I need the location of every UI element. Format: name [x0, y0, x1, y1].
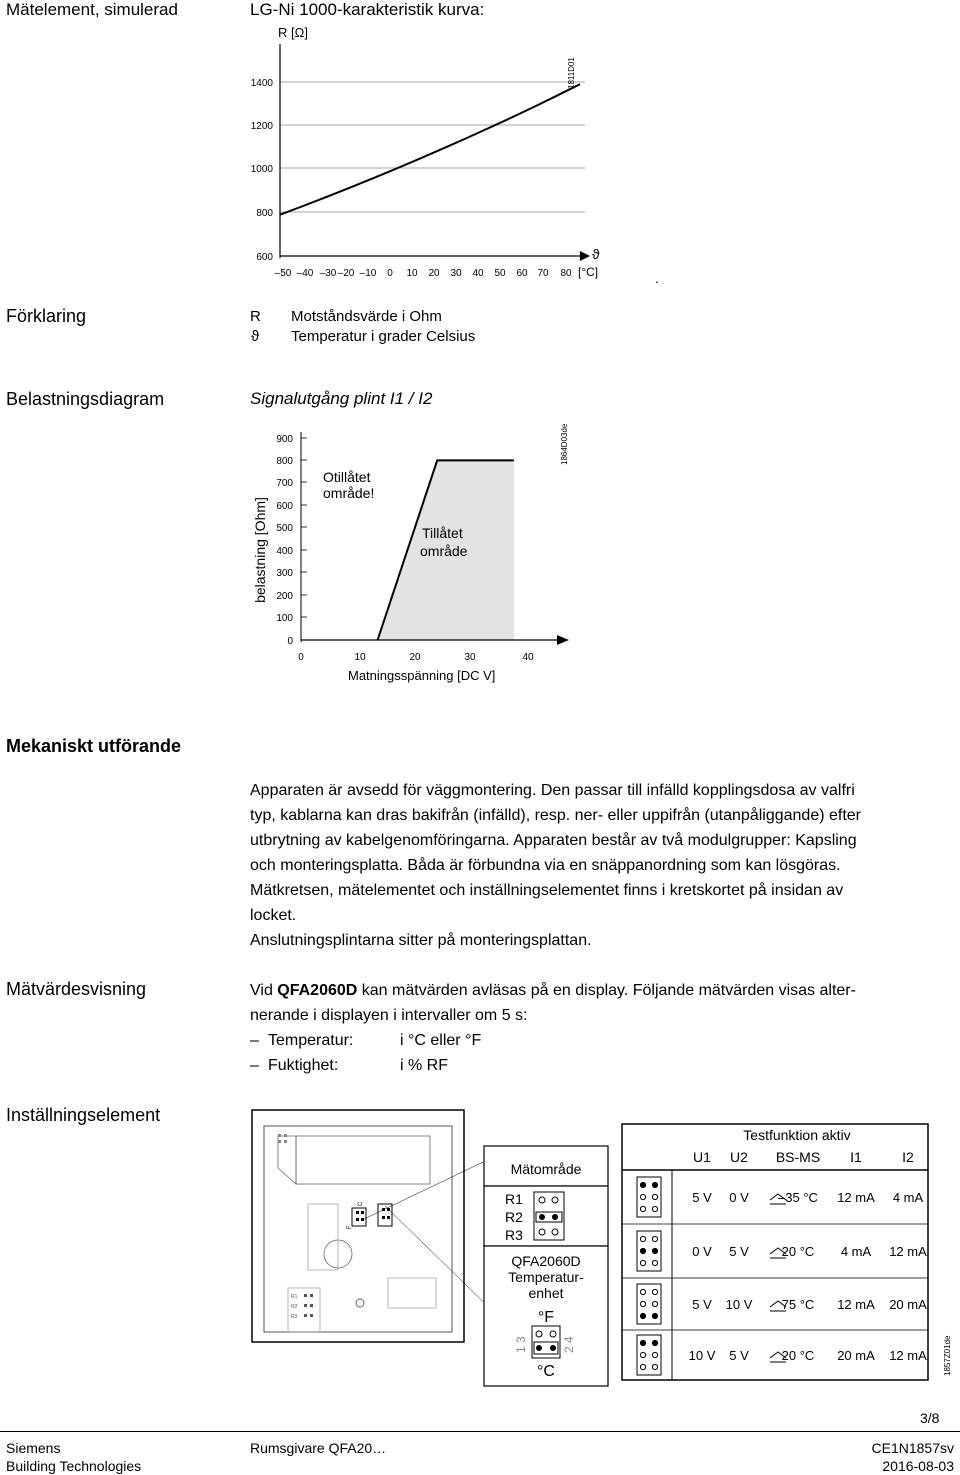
curve-x-tick: 60	[516, 268, 528, 279]
curve-x-tick: 10	[406, 268, 418, 279]
list-item: – Fuktighet: i % RF	[250, 1057, 448, 1074]
curve-x-tick: 20	[428, 268, 440, 279]
curve-title: LG-Ni 1000-karakteristik kurva:	[250, 0, 485, 19]
legend-sym-r: R	[250, 308, 261, 325]
load-x-tick: 30	[464, 652, 476, 663]
test-table-cell: 0 V	[729, 1190, 749, 1205]
x-axis-arrow-icon	[580, 251, 590, 261]
svg-text:Temperatur-: Temperatur-	[508, 1269, 584, 1285]
curve-x-tick: –20	[337, 268, 355, 279]
svg-text:QFA2060D: QFA2060D	[511, 1253, 581, 1269]
allowed-label-2: område	[420, 543, 468, 559]
load-y-label: belastning [Ohm]	[252, 497, 268, 603]
test-table-cell: 4 mA	[892, 1190, 924, 1205]
svg-text:I2: I2	[902, 1149, 914, 1165]
load-section-label: Belastningsdiagram	[6, 389, 165, 409]
curve-y-label: R [Ω]	[278, 25, 308, 40]
svg-text:R3: R3	[505, 1227, 523, 1243]
mech-line: Apparaten är avsedd för väggmontering. Den passar till infälld kopplingsdosa av valfri	[250, 782, 855, 799]
test-table-cell: 12 mA	[837, 1297, 875, 1312]
forbidden-label-2: område!	[323, 485, 375, 501]
footer-company: Siemens	[6, 1440, 61, 1456]
jumper-icon	[637, 1177, 661, 1217]
test-table-cell: 20 mA	[889, 1297, 927, 1312]
svg-text:I1: I1	[850, 1149, 862, 1165]
curve-x-tick: –10	[359, 268, 377, 279]
unit-c-label: °C	[537, 1363, 555, 1380]
curve-x-tick: –40	[296, 268, 314, 279]
settings-section-label: Inställningselement	[6, 1105, 161, 1125]
curve-x-ticks	[275, 268, 572, 279]
svg-text:R2: R2	[291, 1304, 298, 1310]
mech-line: locket.	[250, 907, 297, 924]
load-diagram	[245, 420, 585, 690]
svg-text:2 4: 2 4	[562, 1336, 576, 1353]
load-x-label: Matningsspänning [DC V]	[348, 668, 496, 683]
curve-x-unit: [°C]	[578, 265, 599, 279]
footer-division: Building Technologies	[6, 1458, 142, 1474]
footer-doc-id: CE1N1857sv	[871, 1440, 954, 1456]
load-y-tick: 800	[276, 456, 293, 467]
list-item: – Temperatur: i °C eller °F	[250, 1032, 482, 1049]
test-table-cell: 0 V	[692, 1244, 712, 1259]
test-table-cell: 20 °C	[781, 1244, 815, 1259]
load-title: Signalutgång plint I1 / I2	[250, 389, 433, 408]
load-y-tick: 300	[276, 568, 293, 579]
svg-text:R1: R1	[291, 1294, 298, 1300]
load-y-tick: 200	[276, 591, 293, 602]
curve-y-tick: 800	[256, 208, 273, 219]
mech-line: Anslutningsplintarna sitter på monteringsplattan.	[250, 932, 592, 949]
load-y-tick: 0	[287, 636, 293, 647]
legend-text-r: Motståndsvärde i Ohm	[291, 308, 442, 325]
svg-text:1 3: 1 3	[514, 1336, 528, 1353]
test-table-cell: 5 V	[729, 1244, 749, 1259]
curve-x-tick: 80	[560, 268, 572, 279]
svg-text:R1: R1	[505, 1191, 523, 1207]
svg-text:U1: U1	[693, 1149, 711, 1165]
svg-text:F: F	[347, 1225, 353, 1229]
mech-line: typ, kablarna kan dras bakifrån (infälld), resp. ner- eller uppifrån (utanpåliggande) efter	[250, 807, 861, 824]
load-code: 1864D03de	[560, 423, 569, 465]
test-table-cell: –35 °C	[778, 1190, 818, 1205]
curve-code: 1811D01	[567, 57, 576, 89]
section-label-sensing-element: Mätelement, simulerad	[6, 0, 178, 19]
svg-text:BS-MS: BS-MS	[775, 1149, 821, 1165]
test-table-cell: 5 V	[692, 1297, 712, 1312]
page-number: 3/8	[920, 1410, 940, 1426]
pcb-jumper	[352, 1208, 366, 1226]
svg-text:C: C	[358, 1201, 364, 1206]
curve-x-tick: 40	[472, 268, 484, 279]
test-table-cell: 20 mA	[837, 1348, 875, 1363]
curve-y-tick: 1000	[250, 164, 273, 175]
legend-sym-theta: ϑ	[251, 328, 260, 345]
product-code: QFA2060D	[277, 982, 358, 999]
legend-label: Förklaring	[6, 306, 87, 326]
jumper-icon	[637, 1231, 661, 1271]
load-x-tick: 40	[522, 652, 534, 663]
unit-f-label: °F	[537, 1309, 555, 1326]
pcb-jumper	[378, 1204, 392, 1226]
load-y-tick: 100	[276, 613, 293, 624]
jumper-icon	[637, 1284, 661, 1324]
test-table-cell: 4 mA	[840, 1244, 872, 1259]
mech-paragraph	[250, 778, 955, 953]
footer-date: 2016-08-03	[882, 1458, 954, 1474]
test-table-cell: 10 V	[688, 1348, 716, 1363]
curve-x-tick: –30	[319, 268, 337, 279]
curve-x-tick: 70	[537, 268, 549, 279]
svg-text:U2: U2	[730, 1149, 748, 1165]
load-y-tick: 600	[276, 501, 293, 512]
test-table-cell: 5 V	[692, 1190, 712, 1205]
curve-y-tick: 1200	[250, 121, 273, 132]
curve-x-tick: 50	[494, 268, 506, 279]
theta-symbol: ϑ	[592, 246, 600, 262]
settings-code: 1857Z01de	[943, 1335, 952, 1376]
test-table-cell: 20 °C	[781, 1348, 815, 1363]
mech-line: Mätkretsen, mätelementet och inställningselementet finns i kretskortet på insidan av	[250, 882, 844, 899]
curve-y-tick: 600	[256, 252, 273, 263]
footer-product: Rumsgivare QFA20…	[250, 1440, 387, 1456]
forbidden-label-1: Otillåtet	[323, 469, 371, 485]
svg-text:R3: R3	[291, 1314, 298, 1320]
test-table-cell: 10 V	[725, 1297, 753, 1312]
load-y-tick: 500	[276, 523, 293, 534]
svg-text:R2: R2	[505, 1209, 523, 1225]
curve-y-tick: 1400	[250, 78, 273, 89]
display-section-label: Mätvärdesvisning	[6, 979, 147, 999]
jumper-icon	[637, 1335, 661, 1375]
load-x-tick: 10	[354, 652, 366, 663]
mech-line: och monteringsplatta. Båda är förbundna via en snäppanordning som kan lösgöras.	[250, 857, 841, 874]
legend-text-theta: Temperatur i grader Celsius	[291, 328, 476, 345]
lgni-series-line	[280, 84, 580, 215]
settings-diagram	[250, 1108, 960, 1390]
load-x-tick: 0	[298, 652, 304, 663]
load-y-tick: 400	[276, 546, 293, 557]
test-table-cell: 12 mA	[889, 1244, 927, 1259]
curve-x-tick: 30	[450, 268, 462, 279]
test-table-cell: 75 °C	[781, 1297, 815, 1312]
x-axis-arrow-icon	[557, 635, 569, 645]
allowed-label-1: Tillåtet	[422, 525, 463, 541]
mech-heading: Mekaniskt utförande	[6, 736, 182, 756]
display-paragraph: Vid QFA2060D kan mätvärden avläsas på en display. Följande mätvärden visas alter- nerande i displayen i intervaller om 5 s: – Temperatur: i °C eller °F – Fuktighet: i % RF	[250, 978, 955, 1078]
curve-x-tick: –50	[274, 268, 292, 279]
lgni-curve-chart	[240, 22, 640, 284]
load-y-tick: 900	[276, 434, 293, 445]
test-table-cell: 12 mA	[837, 1190, 875, 1205]
footer-divider	[0, 1431, 960, 1432]
mech-line: utbrytning av kabelgenomföringarna. Apparaten består av två modulgrupper: Kapsling	[250, 832, 857, 849]
load-y-tick: 700	[276, 478, 293, 489]
test-table-title: Testfunktion aktiv	[743, 1127, 851, 1143]
test-table-cell: 5 V	[729, 1348, 749, 1363]
measuring-range-label: Mätområde	[510, 1161, 582, 1177]
test-function-table	[622, 1124, 928, 1380]
test-table-cell: 12 mA	[889, 1348, 927, 1363]
svg-text:enhet: enhet	[528, 1285, 564, 1301]
curve-x-tick: 0	[387, 268, 393, 279]
load-x-tick: 20	[409, 652, 421, 663]
